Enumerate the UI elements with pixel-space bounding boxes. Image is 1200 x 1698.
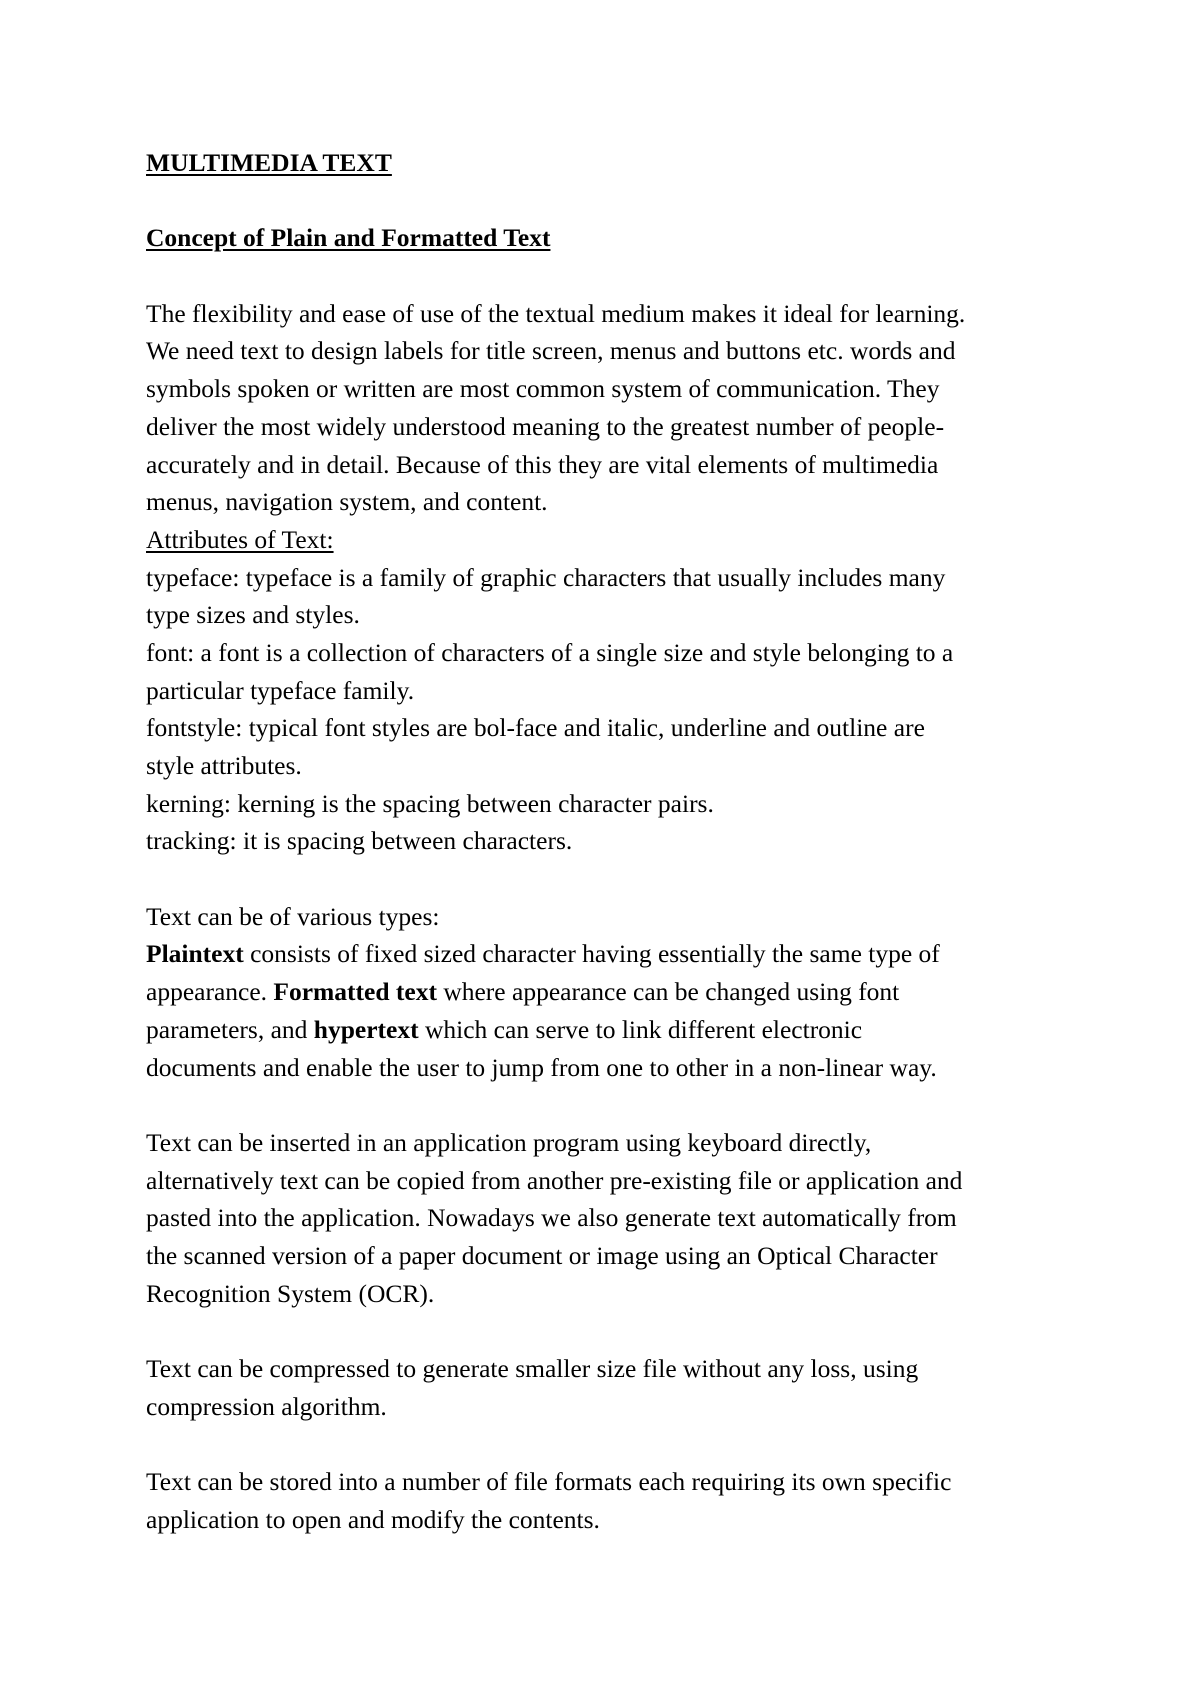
spacer [146, 860, 1086, 898]
paragraph-line: symbols spoken or written are most common system of communication. They [146, 374, 940, 404]
paragraph-line [146, 973, 1086, 1011]
attribute-line: tracking: it is spacing between characters. [146, 826, 573, 856]
term-formatted-text: Formatted text [273, 977, 437, 1007]
types-intro: Text can be of various types: [146, 901, 440, 931]
store-paragraph [146, 1463, 1086, 1538]
attribute-line: kerning: kerning is the spacing between character pairs. [146, 788, 714, 818]
paragraph-line: deliver the most widely understood meaning to the greatest number of people- [146, 411, 945, 441]
paragraph-line [146, 935, 1086, 973]
paragraph-line: the scanned version of a paper document or image using an Optical Character [146, 1240, 938, 1270]
paragraph-line: pasted into the application. Nowadays we also generate text automatically from [146, 1203, 957, 1233]
paragraph-line: The flexibility and ease of use of the textual medium makes it ideal for learning. [146, 298, 966, 328]
spacer [146, 1086, 1086, 1124]
attribute-line: style attributes. [146, 751, 302, 780]
paragraph-text: where appearance can be changed using font [436, 977, 900, 1007]
attribute-line: font: a font is a collection of characters of a single size and style belonging to a [146, 637, 954, 667]
insert-paragraph [146, 1124, 1086, 1312]
paragraph-line: alternatively text can be copied from another pre-existing file or application and [146, 1165, 963, 1195]
paragraph-text: consists of fixed sized character having essentially the same type of [243, 939, 940, 969]
document-title: MULTIMEDIA TEXT [146, 148, 392, 177]
term-hypertext: hypertext [313, 1014, 419, 1044]
attribute-line: type sizes and styles. [146, 600, 360, 630]
paragraph-text: parameters, and [146, 1014, 314, 1044]
paragraph-line: application to open and modify the contents. [146, 1504, 600, 1534]
paragraph-text: appearance. [146, 977, 274, 1007]
term-plaintext: Plaintext [146, 939, 244, 969]
document-page [146, 144, 1086, 1538]
spacer [146, 257, 1086, 295]
attributes-list [146, 559, 1086, 861]
paragraph-line: accurately and in detail. Because of this they are vital elements of multimedia [146, 449, 939, 479]
attribute-line: typeface: typeface is a family of graphic characters that usually includes many [146, 562, 946, 592]
attribute-line: particular typeface family. [146, 675, 415, 705]
paragraph-line: Text can be compressed to generate smaller size file without any loss, using [146, 1354, 919, 1383]
paragraph-line: compression algorithm. [146, 1391, 387, 1421]
attribute-line: fontstyle: typical font styles are bol-face and italic, underline and outline are [146, 713, 925, 743]
spacer [146, 182, 1086, 220]
paragraph-line: Recognition System (OCR). [146, 1278, 435, 1308]
paragraph-text: which can serve to link different electronic [418, 1014, 863, 1044]
paragraph-line: Text can be stored into a number of file formats each requiring its own specific [146, 1467, 952, 1497]
intro-paragraph [146, 295, 1086, 521]
paragraph-line [146, 1011, 1086, 1049]
paragraph-line: We need text to design labels for title screen, menus and buttons etc. words and [146, 336, 956, 366]
compress-paragraph [146, 1350, 1086, 1425]
paragraph-line: Text can be inserted in an application program using keyboard directly, [146, 1127, 872, 1157]
types-paragraph [146, 898, 1086, 1086]
paragraph-line: documents and enable the user to jump from one to other in a non-linear way. [146, 1052, 937, 1082]
spacer [146, 1312, 1086, 1350]
paragraph-line: menus, navigation system, and content. [146, 487, 548, 517]
section-heading: Concept of Plain and Formatted Text [146, 223, 551, 253]
attributes-heading: Attributes of Text: [146, 524, 334, 554]
spacer [146, 1425, 1086, 1463]
